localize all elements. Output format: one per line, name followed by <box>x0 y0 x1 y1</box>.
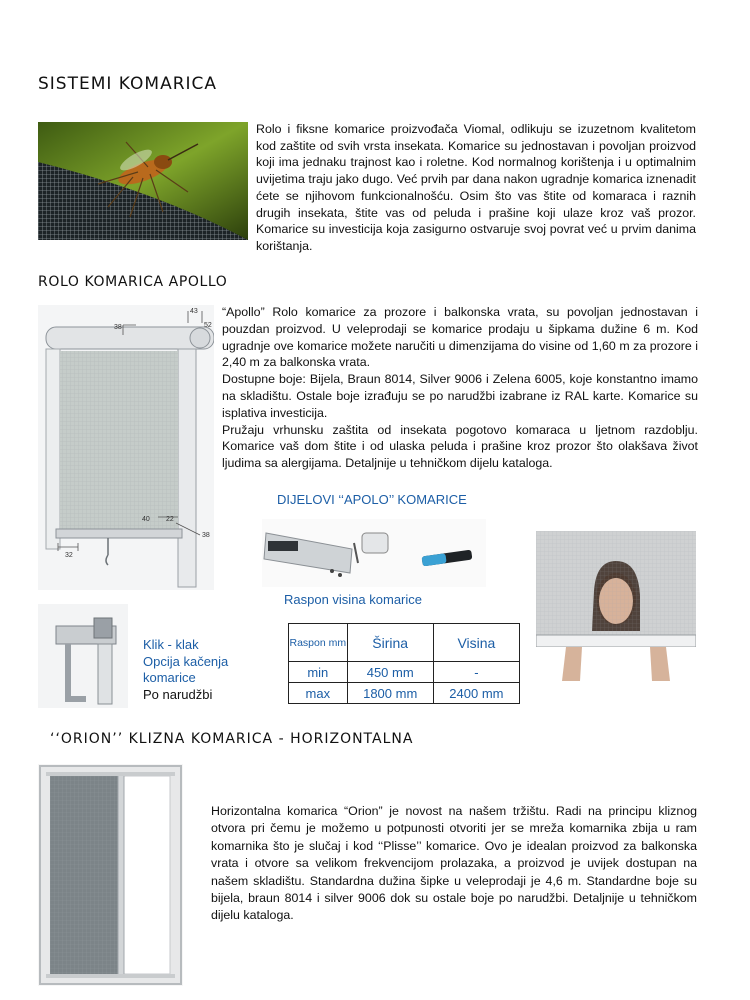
table-row <box>289 683 520 704</box>
klik-line-3: komarice <box>143 670 196 685</box>
sliding-door-icon <box>38 764 183 986</box>
table-header-visina: Visina <box>433 624 519 662</box>
table-cell: 450 mm <box>347 662 433 683</box>
klik-klak-photo <box>38 604 128 708</box>
range-table-header-row <box>289 624 520 662</box>
clip-bracket-icon <box>38 604 128 708</box>
roller-screen-diagram-icon <box>38 305 214 590</box>
orion-door-photo <box>38 764 183 986</box>
klik-line-2: Opcija kačenja <box>143 653 229 669</box>
table-cell: 2400 mm <box>433 683 519 704</box>
table-cell: min <box>289 662 348 683</box>
apollo-paragraph-3: Pružaju vrhunsku zaštita od insekata pogotovo komaraca u ljetnom razdoblju. Komarice vaš dom štite i od ulaska peluda i prašine kroz prozor što olakšava život ljudima sa alergijama. Detaljnije u tehničkom dijelu kataloga. <box>222 422 698 471</box>
dim-label-38-top: 38 <box>114 324 122 331</box>
table-row <box>289 662 520 683</box>
range-title: Raspon visina komarice <box>284 592 423 607</box>
apollo-paragraph-1: “Apollo” Rolo komarice za prozore i balkonska vrata, su povoljan jednostavan i pouzdan proizvod. U veleprodaji se komarice prodaju u šipkama dužine 6 m. Kod ugradnje ove komarice možete naručiti u dimenzijama do visine od 1,60 m za prozore i 2,40 m za balkonska vrata. <box>222 305 698 370</box>
woman-behind-screen-icon <box>536 531 696 705</box>
dim-label-52: 52 <box>204 322 212 329</box>
dim-label-40: 40 <box>142 516 150 523</box>
parts-title: DIJELOVI ‘‘APOLO’’ KOMARICE <box>277 492 467 507</box>
klik-line-1: Klik - klak <box>143 637 199 652</box>
table-cell: 1800 mm <box>347 683 433 704</box>
section-heading-orion: ‘‘ORION’’ KLIZNA KOMARICA - HORIZONTALNA <box>50 731 414 747</box>
range-table <box>288 623 520 704</box>
mosquito-photo <box>38 122 248 240</box>
table-header-sirina: Širina <box>347 624 433 662</box>
klik-line-4: Po narudžbi <box>143 686 213 702</box>
dim-label-22: 22 <box>166 516 174 523</box>
screen-parts-icon <box>262 519 486 587</box>
mosquito-icon <box>38 122 248 240</box>
section-heading-sistemi: SISTEMI KOMARICA <box>38 74 218 94</box>
section1-paragraph: Rolo i fiksne komarice proizvođača Viomal, odlikuju se izuzetnom kvalitetom kod zaštite od svih vrsta insekata. Komarice su jednostavan i povoljan proizvod koji ima jednaku trajnost kao i roletne. Kod normalnog korištenja i u optimalnim uvijetima traju jako dugo. Već prvih par dana nakon ugradnje komarica iznenadit ćete se njihovom funkcionalnošću. Osim što vas štite od komaraca i raznih drugih insekata, štite vas od peluda i prašine koji ulaze kroz vaš prozor. Komarice su investicija koja zasigurno ostvaruje svoj povrat već u prvim danima korištanja. <box>256 122 696 253</box>
apollo-text-block <box>222 304 698 472</box>
section3-paragraph: Horizontalna komarica “Orion” je novost na našem tržištu. Radi na principu kliznog otvora pri čemu je možemo u potpunosti otvoriti jer se mreža komarnika zbija u ram komarnika što je slučaj i kod ‘‘Plisse’’ komarice. Ovo je idealan proizvod za balkonska vrata i otvore sa velikom frekvencijom prolazaka, a proizvod je uvijek dostupan na našem skladištu. Standardna dužina šipke u veleprodaji je 4,6 m. Standardne boje su bijela, braun 8014 i silver 9006 dok su ostale boje po narudžbi. Detaljnije u tehničkom dijelu kataloga. <box>211 804 697 923</box>
section-heading-apollo: ROLO KOMARICA APOLLO <box>38 274 228 290</box>
dim-label-38-bottom: 38 <box>202 532 210 539</box>
dim-label-32: 32 <box>65 552 73 559</box>
table-header-raspon: Raspon mm <box>289 624 348 662</box>
apollo-technical-drawing <box>38 305 214 590</box>
dim-label-43: 43 <box>190 308 198 315</box>
klik-klak-text <box>143 637 228 703</box>
woman-screen-photo <box>536 531 696 705</box>
table-cell: max <box>289 683 348 704</box>
apollo-paragraph-2: Dostupne boje: Bijela, Braun 8014, Silver 9006 i Zelena 6005, koje konstantno imamo na skladištu. Ostale boje izrađuju se po narudžbi izabrane iz RAL karte. Komarice su isplativa investicija. <box>222 372 698 420</box>
table-cell: - <box>433 662 519 683</box>
apollo-parts-photo <box>262 519 486 587</box>
